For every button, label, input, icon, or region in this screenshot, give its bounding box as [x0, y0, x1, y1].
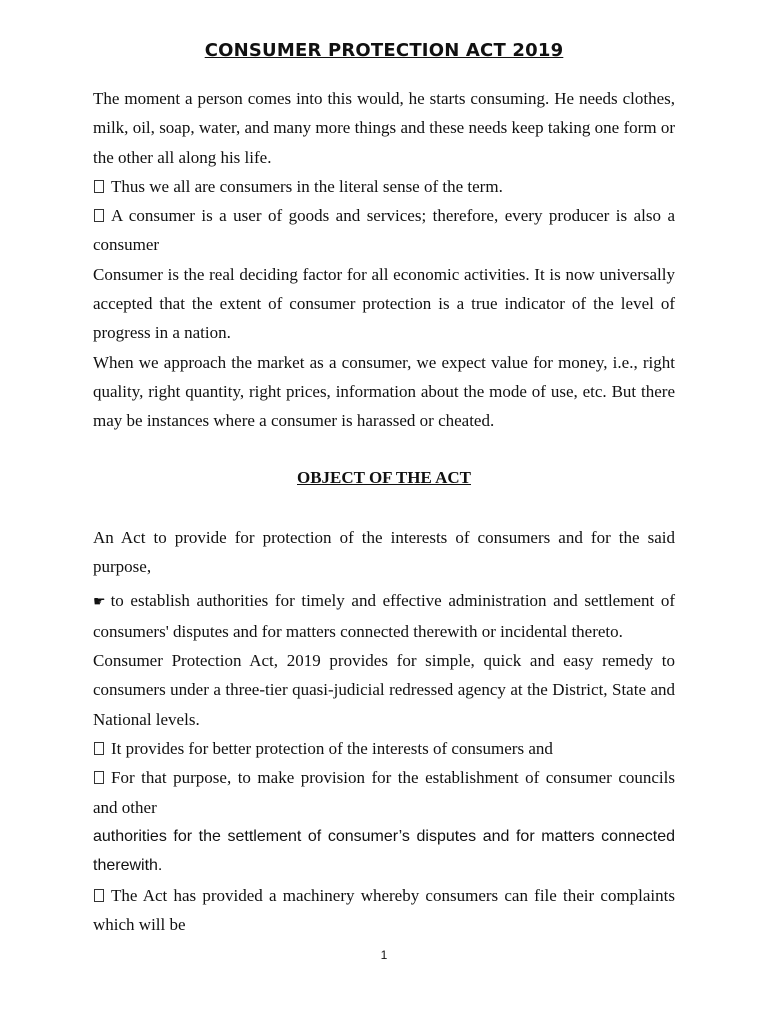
pointing-hand-icon: ☛ [93, 593, 106, 610]
bullet-box-icon [94, 771, 104, 784]
bullet-box-icon [94, 180, 104, 193]
object-paragraph-1: An Act to provide for protection of the interests of consumers and for the said purpose, [93, 528, 675, 577]
intro-paragraph-3: When we approach the market as a consumer, we expect value for money, i.e., right quality, right quantity, right prices, information about the mode of use, etc. But there may be instances where a consumer is harassed or cheated. [93, 352, 675, 431]
bullet-box-icon [94, 209, 104, 222]
object-pointer-item: ☛ to establish authorities for timely and effective administration and settlement of consumers' disputes and for matters connected therewith or incidental thereto. [93, 590, 675, 641]
object-section [93, 523, 675, 939]
page-number: 1 [380, 948, 388, 962]
bullet-box-icon [94, 742, 104, 755]
intro-bullet-1: Thus we all are consumers in the literal sense of the term. [93, 172, 675, 201]
object-bullet-1: It provides for better protection of the interests of consumers and [93, 734, 675, 763]
object-bullet-2: For that purpose, to make provision for the establishment of consumer councils and other [93, 768, 675, 817]
intro-paragraph-2: Consumer is the real deciding factor for all economic activities. It is now universally accepted that the extent of consumer protection is a true indicator of the level of progress in a nation. [93, 264, 675, 343]
object-paragraph-2: Consumer Protection Act, 2019 provides for simple, quick and easy remedy to consumers under a three-tier quasi-judicial redressed agency at the District, State and National levels. [93, 651, 675, 729]
object-bullet-3: The Act has provided a machinery whereby consumers can file their complaints which will be [93, 885, 675, 934]
intro-section [93, 84, 675, 436]
document-title: CONSUMER PROTECTION ACT 2019 [204, 40, 564, 61]
bullet-box-icon [94, 889, 104, 902]
intro-paragraph-1: The moment a person comes into this would, he starts consuming. He needs clothes, milk, oil, soap, water, and many more things and these needs keep taking one form or the other all along his life. [93, 89, 675, 167]
intro-bullet-2: A consumer is a user of goods and services; therefore, every producer is also a consumer [93, 206, 675, 255]
object-paragraph-3: authorities for the settlement of consumer’s disputes and for matters connected therewith. [93, 827, 675, 875]
section-heading: OBJECT OF THE ACT [297, 468, 471, 487]
